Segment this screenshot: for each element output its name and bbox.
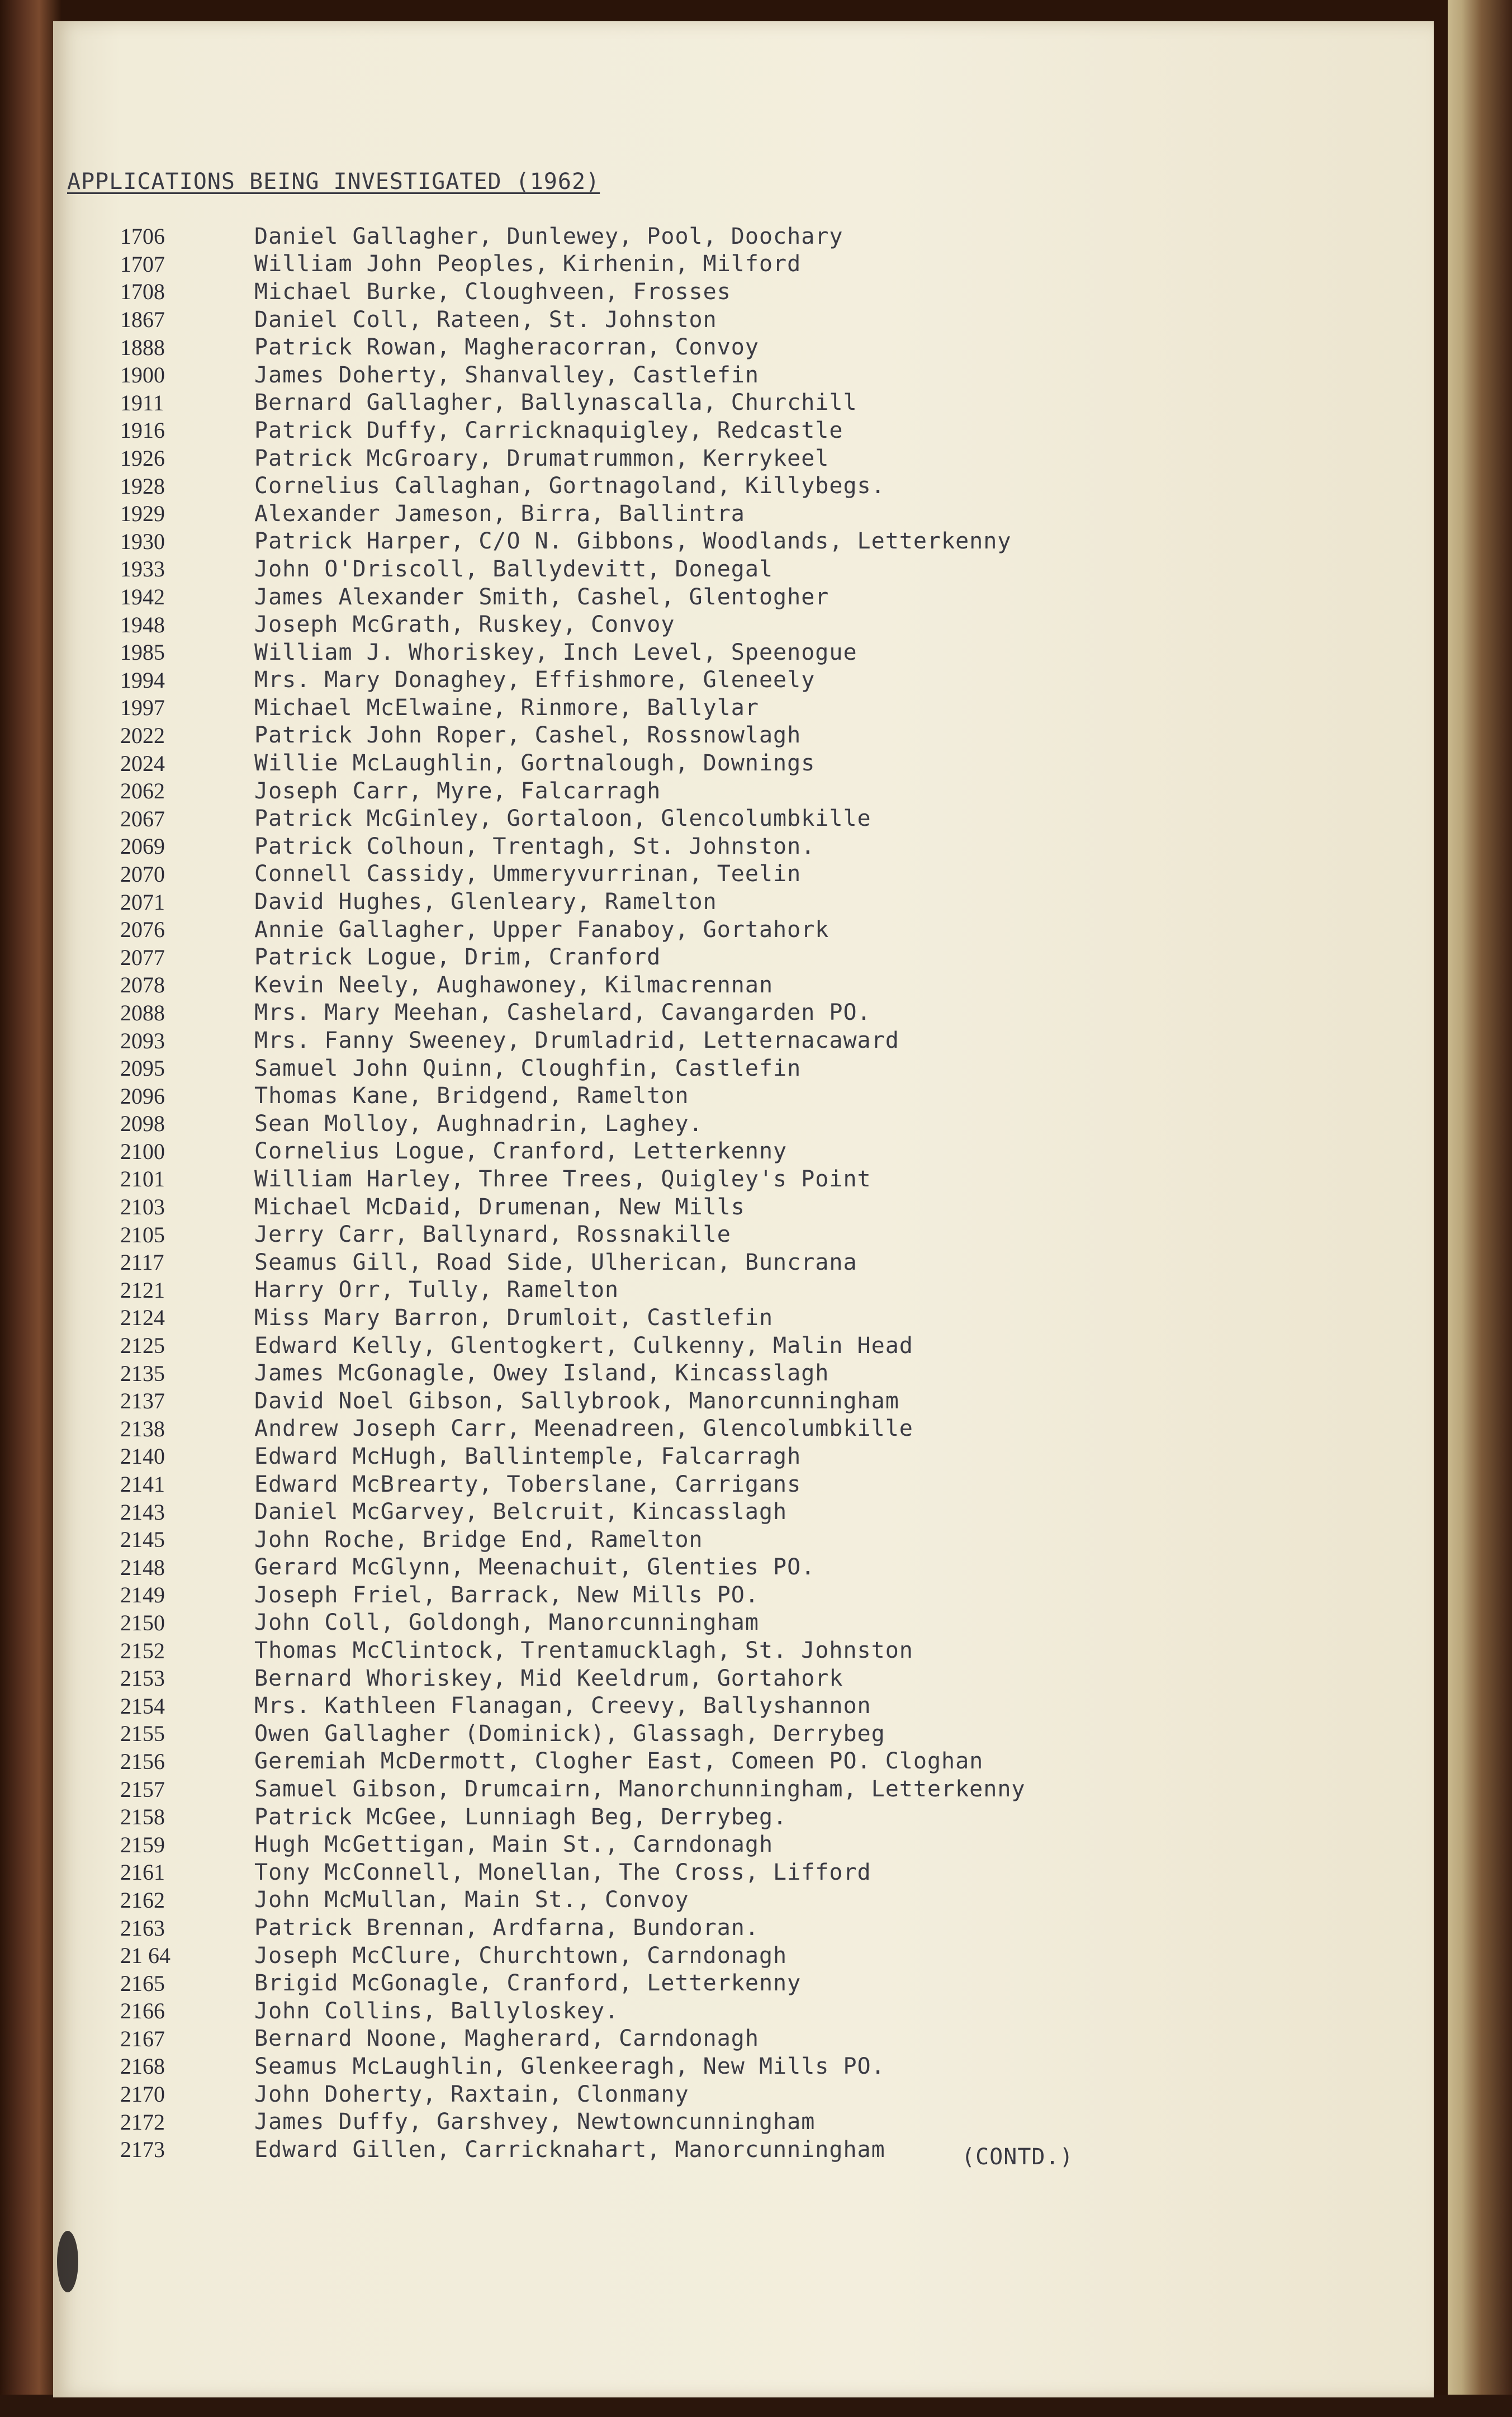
applicant-name-address: Mrs. Fanny Sweeney, Drumladrid, Letternacaward bbox=[254, 1028, 899, 1054]
applicant-name-address: Michael Burke, Cloughveen, Frosses bbox=[254, 278, 731, 305]
applicant-name-address: Joseph McGrath, Ruskey, Convoy bbox=[254, 612, 675, 638]
list-item bbox=[120, 1886, 1406, 1914]
list-item bbox=[120, 278, 1406, 306]
list-item bbox=[120, 1442, 1406, 1470]
list-item bbox=[120, 1415, 1406, 1443]
applicant-name-address: Edward Gillen, Carricknahart, Manorcunningham bbox=[254, 2136, 885, 2163]
applicant-name-address: Geremiah McDermott, Clogher East, Comeen PO. Cloghan bbox=[254, 1748, 984, 1775]
applicant-name-address: James Doherty, Shanvalley, Castlefin bbox=[254, 362, 759, 388]
application-number: 2095 bbox=[120, 1056, 165, 1081]
list-item bbox=[120, 2136, 1406, 2164]
page-heading: APPLICATIONS BEING INVESTIGATED (1962) bbox=[67, 169, 600, 195]
application-number: 2125 bbox=[120, 1333, 165, 1359]
list-item bbox=[120, 1276, 1406, 1304]
list-item bbox=[120, 916, 1406, 944]
list-item bbox=[120, 1054, 1406, 1082]
applicant-name-address: Mrs. Mary Donaghey, Effishmore, Gleneely bbox=[254, 667, 816, 693]
application-number: 1997 bbox=[120, 695, 165, 721]
application-number: 1948 bbox=[120, 612, 165, 637]
applicant-name-address: Harry Orr, Tully, Ramelton bbox=[254, 1277, 619, 1303]
applicant-name-address: Seamus McLaughlin, Glenkeeragh, New Mills PO. bbox=[254, 2053, 885, 2079]
applicant-name-address: Daniel McGarvey, Belcruit, Kincasslagh bbox=[254, 1499, 788, 1525]
applicant-name-address: John Collins, Ballyloskey. bbox=[254, 1998, 619, 2024]
application-number: 2138 bbox=[120, 1416, 165, 1441]
applicant-name-address: John O'Driscoll, Ballydevitt, Donegal bbox=[254, 556, 774, 582]
applicant-name-address: Willie McLaughlin, Gortnalough, Downings bbox=[254, 750, 816, 777]
list-item bbox=[120, 1692, 1406, 1720]
list-item bbox=[120, 555, 1406, 583]
application-number: 2135 bbox=[120, 1360, 165, 1386]
applicant-name-address: Bernard Gallagher, Ballynascalla, Churchill bbox=[254, 390, 857, 416]
application-number: 2149 bbox=[120, 1582, 165, 1608]
list-item bbox=[120, 694, 1406, 722]
list-item bbox=[120, 1914, 1406, 1942]
list-item bbox=[120, 583, 1406, 611]
list-item bbox=[120, 1526, 1406, 1554]
applicant-name-address: Patrick McGee, Lunniagh Beg, Derrybeg. bbox=[254, 1804, 788, 1830]
list-item bbox=[120, 1581, 1406, 1609]
list-item bbox=[120, 1969, 1406, 1997]
applicant-name-address: Michael McDaid, Drumenan, New Mills bbox=[254, 1194, 745, 1220]
applicant-name-address: Samuel Gibson, Drumcairn, Manorchunningham, Letterkenny bbox=[254, 1776, 1026, 1803]
list-item bbox=[120, 1831, 1406, 1858]
applicant-name-address: William J. Whoriskey, Inch Level, Speenogue bbox=[254, 639, 857, 665]
bottom-edge bbox=[0, 2395, 1512, 2417]
application-number: 2062 bbox=[120, 778, 165, 804]
applicant-name-address: Edward McBrearty, Toberslane, Carrigans bbox=[254, 1471, 802, 1497]
applicant-name-address: Sean Molloy, Aughnadrin, Laghey. bbox=[254, 1110, 703, 1137]
list-item bbox=[120, 611, 1406, 638]
list-item bbox=[120, 472, 1406, 500]
application-number: 1708 bbox=[120, 279, 165, 305]
application-number: 2121 bbox=[120, 1277, 165, 1303]
list-item bbox=[120, 1138, 1406, 1166]
list-item bbox=[120, 943, 1406, 971]
list-item bbox=[120, 1748, 1406, 1776]
application-number: 2078 bbox=[120, 972, 165, 998]
list-item bbox=[120, 805, 1406, 833]
applicant-name-address: Brigid McGonagle, Cranford, Letterkenny bbox=[254, 1970, 802, 1997]
applicant-name-address: William Harley, Three Trees, Quigley's Point bbox=[254, 1166, 871, 1192]
applicant-name-address: Joseph McClure, Churchtown, Carndonagh bbox=[254, 1942, 788, 1969]
list-item bbox=[120, 1858, 1406, 1886]
applicant-name-address: Thomas McClintock, Trentamucklagh, St. Johnston bbox=[254, 1638, 913, 1664]
list-item bbox=[120, 306, 1406, 334]
application-number: 1867 bbox=[120, 307, 165, 333]
list-item bbox=[120, 500, 1406, 528]
list-item bbox=[120, 2052, 1406, 2080]
application-number: 1985 bbox=[120, 640, 165, 665]
applicant-name-address: Patrick Brennan, Ardfarna, Bundoran. bbox=[254, 1915, 759, 1941]
applicant-name-address: Alexander Jameson, Birra, Ballintra bbox=[254, 500, 745, 527]
list-item bbox=[120, 749, 1406, 777]
list-item bbox=[120, 999, 1406, 1027]
list-item bbox=[120, 1609, 1406, 1637]
application-number: 2154 bbox=[120, 1693, 165, 1719]
list-item bbox=[120, 528, 1406, 556]
application-number: 2145 bbox=[120, 1527, 165, 1553]
applications-list bbox=[120, 223, 1406, 2164]
applicant-name-address: Patrick Duffy, Carricknaquigley, Redcastle bbox=[254, 417, 843, 443]
application-number: 1888 bbox=[120, 334, 165, 360]
list-item bbox=[120, 1942, 1406, 1970]
application-number: 2156 bbox=[120, 1748, 165, 1774]
applicant-name-address: Joseph Carr, Myre, Falcarragh bbox=[254, 778, 661, 804]
applicant-name-address: Annie Gallagher, Upper Fanaboy, Gortahork bbox=[254, 916, 830, 943]
application-number: 2069 bbox=[120, 834, 165, 859]
application-number: 2155 bbox=[120, 1721, 165, 1747]
list-item bbox=[120, 1082, 1406, 1110]
application-number: 2143 bbox=[120, 1499, 165, 1525]
applicant-name-address: Cornelius Callaghan, Gortnagoland, Killybegs. bbox=[254, 473, 885, 499]
application-number: 2152 bbox=[120, 1638, 165, 1663]
applicant-name-address: Tony McConnell, Monellan, The Cross, Lifford bbox=[254, 1859, 871, 1885]
applicant-name-address: Mrs. Kathleen Flanagan, Creevy, Ballyshannon bbox=[254, 1693, 871, 1719]
application-number: 1930 bbox=[120, 528, 165, 554]
application-number: 2077 bbox=[120, 944, 165, 970]
applicant-name-address: Michael McElwaine, Rinmore, Ballylar bbox=[254, 694, 759, 721]
application-number: 2168 bbox=[120, 2054, 165, 2079]
list-item bbox=[120, 1554, 1406, 1582]
applicant-name-address: Patrick Harper, C/O N. Gibbons, Woodlands, Letterkenny bbox=[254, 528, 1012, 555]
applicant-name-address: Bernard Whoriskey, Mid Keeldrum, Gortahork bbox=[254, 1665, 843, 1691]
list-item bbox=[120, 1498, 1406, 1526]
applicant-name-address: Kevin Neely, Aughawoney, Kilmacrennan bbox=[254, 972, 774, 998]
application-number: 1929 bbox=[120, 501, 165, 527]
application-number: 2024 bbox=[120, 750, 165, 776]
application-number: 21 64 bbox=[120, 1943, 170, 1969]
list-item bbox=[120, 1304, 1406, 1332]
applicant-name-address: Gerard McGlynn, Meenachuit, Glenties PO. bbox=[254, 1554, 816, 1581]
application-number: 2166 bbox=[120, 1998, 165, 2024]
applicant-name-address: Mrs. Mary Meehan, Cashelard, Cavangarden PO. bbox=[254, 1000, 871, 1026]
applicant-name-address: John McMullan, Main St., Convoy bbox=[254, 1887, 689, 1913]
application-number: 1933 bbox=[120, 556, 165, 582]
applicant-name-address: Jerry Carr, Ballynard, Rossnakille bbox=[254, 1222, 731, 1248]
application-number: 2101 bbox=[120, 1166, 165, 1192]
list-item bbox=[120, 2108, 1406, 2136]
applicant-name-address: John Roche, Bridge End, Ramelton bbox=[254, 1526, 703, 1553]
applicant-name-address: Miss Mary Barron, Drumloit, Castlefin bbox=[254, 1304, 774, 1331]
list-item bbox=[120, 1110, 1406, 1138]
applicant-name-address: David Hughes, Glenleary, Ramelton bbox=[254, 889, 717, 915]
applicant-name-address: Connell Cassidy, Ummeryvurrinan, Teelin bbox=[254, 861, 802, 887]
list-item bbox=[120, 2025, 1406, 2053]
list-item bbox=[120, 638, 1406, 666]
applicant-name-address: John Doherty, Raxtain, Clonmany bbox=[254, 2081, 689, 2107]
application-number: 2071 bbox=[120, 889, 165, 915]
applicant-name-address: James Duffy, Garshvey, Newtowncunningham bbox=[254, 2109, 816, 2135]
applicant-name-address: John Coll, Goldongh, Manorcunningham bbox=[254, 1610, 759, 1636]
applicant-name-address: Edward McHugh, Ballintemple, Falcarragh bbox=[254, 1443, 802, 1469]
applicant-name-address: James Alexander Smith, Cashel, Glentogher bbox=[254, 584, 830, 610]
list-item bbox=[120, 1775, 1406, 1803]
application-number: 1916 bbox=[120, 418, 165, 443]
application-number: 2159 bbox=[120, 1832, 165, 1857]
applicant-name-address: Patrick McGroary, Drumatrummon, Kerrykeel bbox=[254, 445, 830, 471]
applicant-name-address: Patrick John Roper, Cashel, Rossnowlagh bbox=[254, 722, 802, 749]
list-item bbox=[120, 333, 1406, 361]
list-item bbox=[120, 1027, 1406, 1054]
list-item bbox=[120, 1165, 1406, 1193]
applicant-name-address: Samuel John Quinn, Cloughfin, Castlefin bbox=[254, 1055, 802, 1081]
application-number: 2070 bbox=[120, 861, 165, 887]
applicant-name-address: James McGonagle, Owey Island, Kincasslagh bbox=[254, 1360, 830, 1387]
continued-label: (CONTD.) bbox=[961, 2144, 1074, 2170]
applicant-name-address: Thomas Kane, Bridgend, Ramelton bbox=[254, 1083, 689, 1109]
list-item bbox=[120, 1221, 1406, 1248]
application-number: 2124 bbox=[120, 1305, 165, 1331]
application-number: 2165 bbox=[120, 1970, 165, 1996]
applicant-name-address: Patrick Logue, Drim, Cranford bbox=[254, 944, 661, 971]
list-item bbox=[120, 777, 1406, 805]
application-number: 2172 bbox=[120, 2109, 165, 2135]
application-number: 1707 bbox=[120, 251, 165, 277]
list-item bbox=[120, 250, 1406, 278]
application-number: 2153 bbox=[120, 1666, 165, 1691]
list-item bbox=[120, 1470, 1406, 1498]
application-number: 1928 bbox=[120, 473, 165, 499]
applicant-name-address: William John Peoples, Kirhenin, Milford bbox=[254, 251, 802, 277]
application-number: 1911 bbox=[120, 390, 164, 415]
applicant-name-address: Edward Kelly, Glentogkert, Culkenny, Malin Head bbox=[254, 1332, 913, 1359]
application-number: 1994 bbox=[120, 667, 165, 693]
application-number: 2022 bbox=[120, 722, 165, 748]
application-number: 2162 bbox=[120, 1887, 165, 1913]
application-number: 2150 bbox=[120, 1610, 165, 1635]
list-item bbox=[120, 389, 1406, 417]
application-number: 2157 bbox=[120, 1776, 165, 1802]
application-number: 2105 bbox=[120, 1222, 165, 1247]
list-item bbox=[120, 860, 1406, 888]
application-number: 2170 bbox=[120, 2082, 165, 2107]
list-item bbox=[120, 1193, 1406, 1221]
application-number: 2167 bbox=[120, 2026, 165, 2051]
list-item bbox=[120, 1997, 1406, 2025]
applicant-name-address: Joseph Friel, Barrack, New Mills PO. bbox=[254, 1582, 759, 1608]
application-number: 2103 bbox=[120, 1194, 165, 1220]
applicant-name-address: Cornelius Logue, Cranford, Letterkenny bbox=[254, 1138, 788, 1165]
list-item bbox=[120, 1720, 1406, 1748]
application-number: 2088 bbox=[120, 1000, 165, 1025]
list-item bbox=[120, 722, 1406, 750]
list-item bbox=[120, 1636, 1406, 1664]
list-item bbox=[120, 1332, 1406, 1360]
application-number: 2076 bbox=[120, 917, 165, 943]
applicant-name-address: Patrick Rowan, Magheracorran, Convoy bbox=[254, 334, 759, 361]
list-item bbox=[120, 971, 1406, 999]
list-item bbox=[120, 1248, 1406, 1276]
list-item bbox=[120, 444, 1406, 472]
application-number: 2148 bbox=[120, 1554, 165, 1580]
list-item bbox=[120, 888, 1406, 916]
list-item bbox=[120, 1664, 1406, 1692]
applicant-name-address: Hugh McGettigan, Main St., Carndonagh bbox=[254, 1832, 774, 1858]
list-item bbox=[120, 417, 1406, 444]
applicant-name-address: Bernard Noone, Magherard, Carndonagh bbox=[254, 2026, 759, 2052]
book-binding bbox=[1448, 0, 1512, 2417]
list-item bbox=[120, 223, 1406, 250]
applicant-name-address: Patrick Colhoun, Trentagh, St. Johnston. bbox=[254, 833, 816, 859]
application-number: 2163 bbox=[120, 1915, 165, 1941]
application-number: 2158 bbox=[120, 1804, 165, 1830]
applicant-name-address: David Noel Gibson, Sallybrook, Manorcunningham bbox=[254, 1388, 899, 1414]
ink-blot bbox=[57, 2231, 78, 2292]
application-number: 2100 bbox=[120, 1138, 165, 1164]
application-number: 2137 bbox=[120, 1388, 165, 1414]
list-item bbox=[120, 666, 1406, 694]
list-item bbox=[120, 1359, 1406, 1387]
application-number: 2096 bbox=[120, 1083, 165, 1109]
list-item bbox=[120, 1803, 1406, 1831]
application-number: 1900 bbox=[120, 362, 165, 388]
applicant-name-address: Andrew Joseph Carr, Meenadreen, Glencolumbkille bbox=[254, 1416, 913, 1442]
applicant-name-address: Daniel Coll, Rateen, St. Johnston bbox=[254, 306, 717, 333]
application-number: 2140 bbox=[120, 1444, 165, 1469]
application-number: 1706 bbox=[120, 224, 165, 249]
application-number: 1926 bbox=[120, 446, 165, 471]
application-number: 2141 bbox=[120, 1472, 165, 1497]
application-number: 2117 bbox=[120, 1250, 164, 1275]
list-item bbox=[120, 833, 1406, 860]
list-item bbox=[120, 361, 1406, 389]
applicant-name-address: Owen Gallagher (Dominick), Glassagh, Derrybeg bbox=[254, 1720, 885, 1747]
application-number: 2161 bbox=[120, 1860, 165, 1885]
applicant-name-address: Daniel Gallagher, Dunlewey, Pool, Doochary bbox=[254, 223, 843, 249]
application-number: 2173 bbox=[120, 2137, 165, 2163]
application-number: 1942 bbox=[120, 584, 165, 610]
applicant-name-address: Seamus Gill, Road Side, Ulherican, Buncrana bbox=[254, 1249, 857, 1275]
application-number: 2067 bbox=[120, 806, 165, 831]
applicant-name-address: Patrick McGinley, Gortaloon, Glencolumbkille bbox=[254, 806, 871, 832]
list-item bbox=[120, 1387, 1406, 1415]
list-item bbox=[120, 2080, 1406, 2108]
application-number: 2098 bbox=[120, 1111, 165, 1137]
application-number: 2093 bbox=[120, 1028, 165, 1053]
